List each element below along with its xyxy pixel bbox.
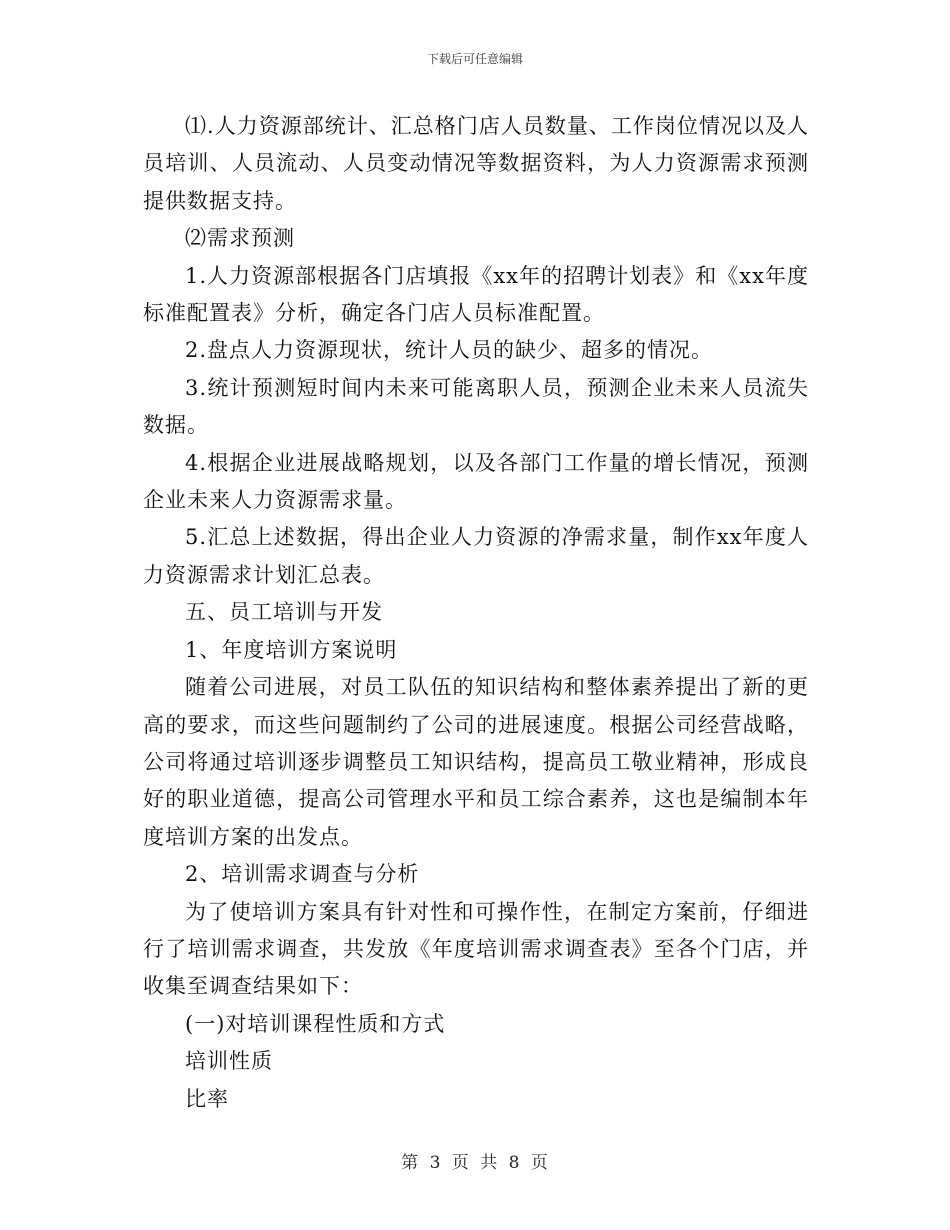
page-header: 下载后可任意编辑	[426, 52, 523, 66]
subsection-heading: 2、培训需求调查与分析	[185, 862, 420, 887]
table-label: 培训性质	[185, 1049, 273, 1074]
paragraph: 4.根据企业进展战略规划，以及各部门工作量的增长情况，预测企业未来人力资源需求量。	[143, 450, 809, 513]
subsection-heading: (一)对培训课程性质和方式	[185, 1011, 446, 1036]
paragraph: 5.汇总上述数据，得出企业人力资源的净需求量，制作xx年度人力资源需求计划汇总表。	[143, 525, 809, 587]
paragraph: 2.盘点人力资源现状，统计人员的缺少、超多的情况。	[185, 338, 714, 363]
table-label: 比率	[185, 1086, 229, 1111]
paragraph: 为了使培训方案具有针对性和可操作性，在制定方案前，仔细进行了培训需求调查，共发放《年度培训需求调查表》至各个门店，并收集至调查结果如下：	[143, 899, 809, 999]
page-footer: 第 3 页 共 8 页	[401, 1153, 549, 1173]
section-heading: 五、员工培训与开发	[185, 600, 383, 625]
document-body	[143, 108, 809, 1118]
subsection-heading: 1、年度培训方案说明	[185, 637, 398, 662]
paragraph: ⑴.人力资源部统计、汇总格门店人员数量、工作岗位情况以及人员培训、人员流动、人员变动情况等数据资料，为人力资源需求预测提供数据支持。	[143, 114, 809, 213]
paragraph: 3.统计预测短时间内未来可能离职人员，预测企业未来人员流失数据。	[143, 375, 809, 438]
section-heading: ⑵需求预测	[185, 226, 295, 251]
paragraph: 随着公司进展，对员工队伍的知识结构和整体素养提出了新的更高的要求，而这些问题制约了公司的进展速度。根据公司经营战略，公司将通过培训逐步调整员工知识结构，提高员工敬业精神，形成良好的职业道德，提高公司管理水平和员工综合素养，这也是编制本年度培训方案的出发点。	[143, 675, 809, 849]
paragraph: 1.人力资源部根据各门店填报《xx年的招聘计划表》和《xx年度标准配置表》分析，确定各门店人员标准配置。	[143, 263, 809, 326]
